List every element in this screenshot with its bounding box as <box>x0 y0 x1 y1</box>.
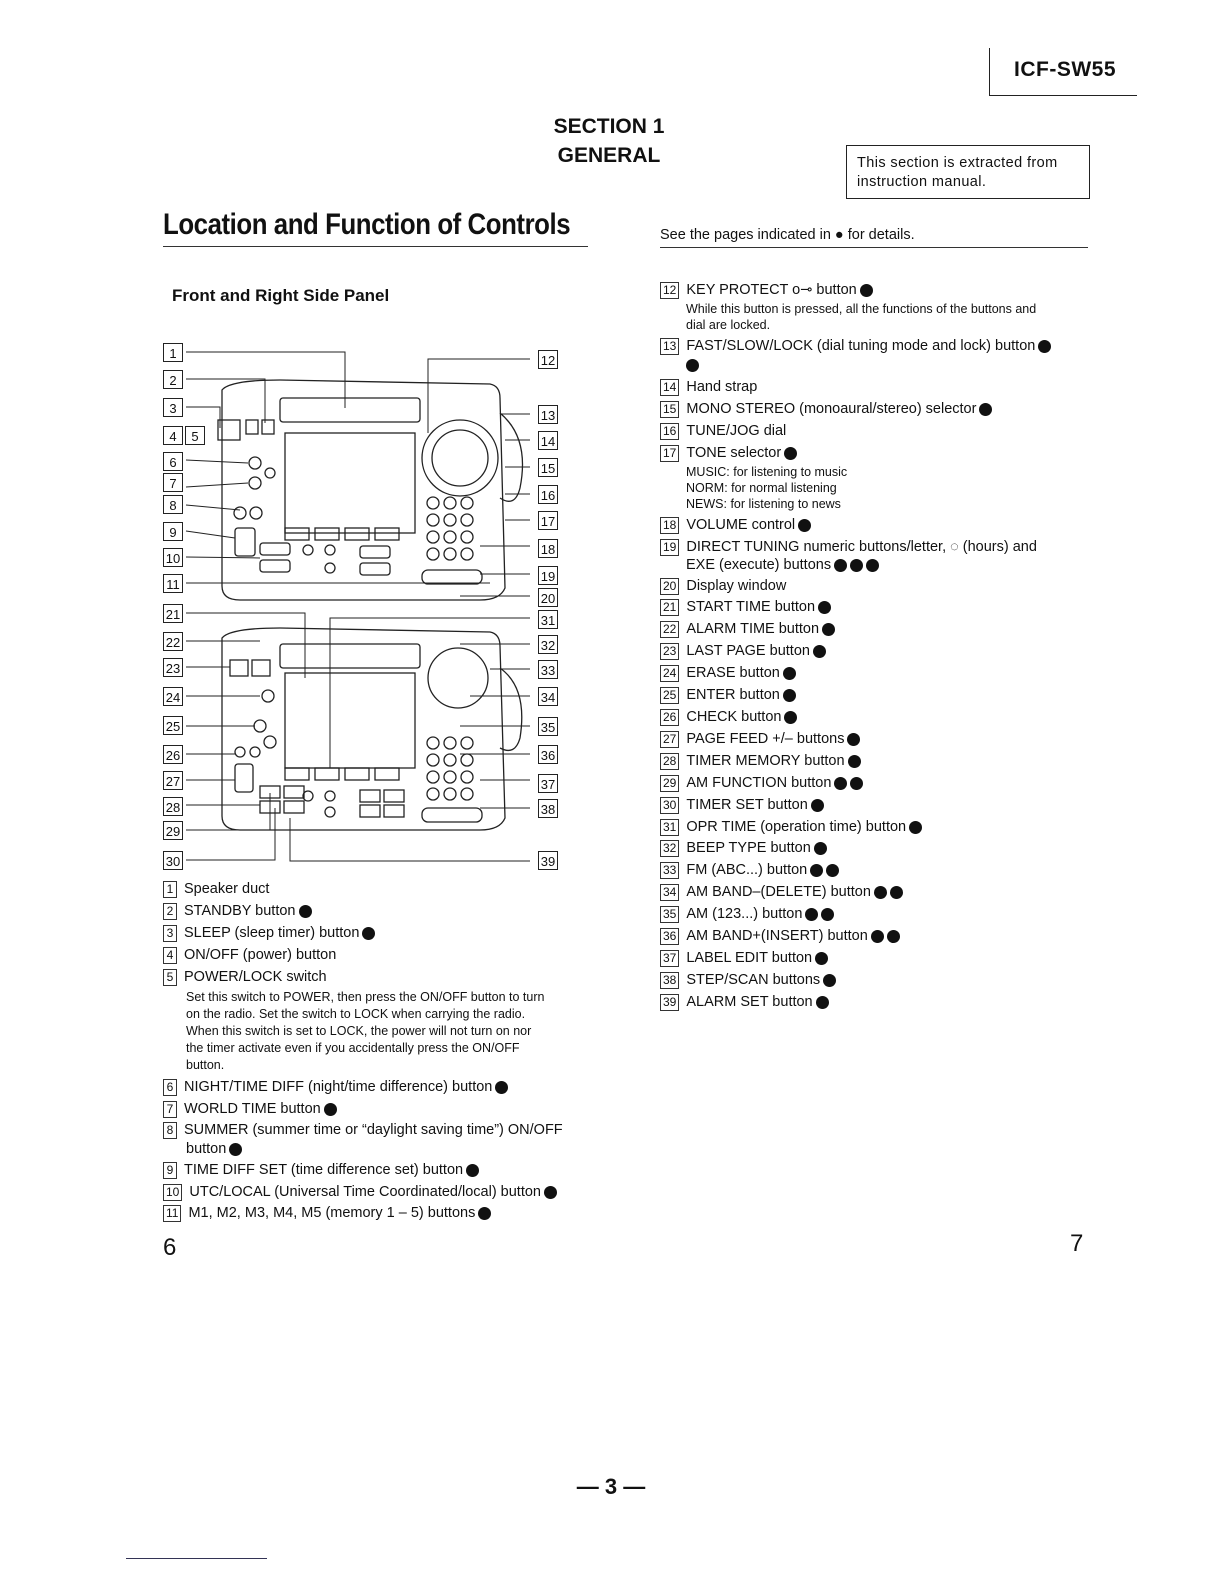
diagram-label: 25 <box>163 716 183 735</box>
list-item <box>660 663 796 683</box>
item-number: 5 <box>163 969 177 986</box>
diagram-label: 28 <box>163 797 183 816</box>
item-text: ALARM TIME button <box>686 621 820 637</box>
list-item <box>660 421 786 441</box>
diagram-label: 10 <box>163 548 183 567</box>
item-text: ON/OFF (power) button <box>184 947 337 963</box>
diagram-label: 12 <box>538 350 558 369</box>
list-item <box>660 443 797 463</box>
item-text: DIRECT TUNING numeric buttons/letter, ◌ (hours) and <box>686 539 1037 555</box>
item-number: 31 <box>660 819 679 836</box>
list-item <box>163 1203 491 1223</box>
page-ref-icon <box>822 623 835 636</box>
list-item <box>163 1099 337 1119</box>
item-number: 2 <box>163 903 177 920</box>
item-text: CHECK button <box>686 709 782 725</box>
diagram-label: 29 <box>163 821 183 840</box>
list-item <box>660 641 826 661</box>
item-text: FAST/SLOW/LOCK (dial tuning mode and lock) button <box>686 338 1036 354</box>
item-number: 35 <box>660 906 679 923</box>
diagram-label: 14 <box>538 431 558 450</box>
item-text: FM (ABC...) button <box>686 862 808 878</box>
item-number: 10 <box>163 1184 182 1201</box>
item-number: 20 <box>660 578 679 595</box>
diagram-label: 34 <box>538 687 558 706</box>
page-ref-icon <box>850 777 863 790</box>
page-title: Location and Function of Controls <box>163 208 571 241</box>
item-number: 21 <box>660 599 679 616</box>
list-item <box>660 751 861 771</box>
item-text: LABEL EDIT button <box>686 950 813 966</box>
diagram-label: 4 <box>163 426 183 445</box>
item-number: 8 <box>163 1122 177 1139</box>
diagram-label: 18 <box>538 539 558 558</box>
item-number: 19 <box>660 539 679 556</box>
page-ref-icon <box>813 645 826 658</box>
page-ref-icon <box>850 559 863 572</box>
item-number: 32 <box>660 840 679 857</box>
page-ref-icon <box>784 447 797 460</box>
list-item <box>163 1077 508 1097</box>
title-underline <box>163 246 588 247</box>
item-number: 33 <box>660 862 679 879</box>
item-text: M1, M2, M3, M4, M5 (memory 1 – 5) buttons <box>188 1205 476 1221</box>
list-item <box>660 597 831 617</box>
diagram-label: 20 <box>538 588 558 607</box>
item-text: TIME DIFF SET (time difference set) button <box>184 1162 464 1178</box>
radio-top-view <box>218 380 523 600</box>
item-number: 13 <box>660 338 679 355</box>
item-text: TIMER SET button <box>686 797 808 813</box>
list-item <box>660 537 1037 557</box>
page-ref-icon <box>229 1143 242 1156</box>
item-text: PAGE FEED +/– buttons <box>686 731 845 747</box>
diagram-label: 23 <box>163 658 183 677</box>
page-ref-icon <box>979 403 992 416</box>
list-item <box>163 945 336 965</box>
item-text: button <box>186 1141 227 1157</box>
page-ref-icon <box>816 996 829 1009</box>
item-description: NEWS: for listening to news <box>686 497 841 511</box>
item-description: on the radio. Set the switch to LOCK when carrying the radio. <box>186 1007 526 1021</box>
footer-rule <box>126 1558 267 1559</box>
list-item <box>660 377 757 397</box>
item-text: VOLUME control <box>686 517 796 533</box>
header-divider-horizontal <box>989 95 1137 96</box>
page-ref-icon <box>871 930 884 943</box>
item-text: UTC/LOCAL (Universal Time Coordinated/local) button <box>189 1184 541 1200</box>
section-number: SECTION 1 <box>553 115 665 138</box>
section-name: GENERAL <box>557 144 661 167</box>
page-ref-icon <box>818 601 831 614</box>
page-number-left: 6 <box>163 1234 177 1261</box>
diagram-label: 38 <box>538 799 558 818</box>
radio-front-panel-diagram <box>160 338 570 878</box>
item-text: MONO STEREO (monoaural/stereo) selector <box>686 401 977 417</box>
item-number: 14 <box>660 379 679 396</box>
list-item-continuation <box>186 1139 242 1159</box>
item-number: 12 <box>660 282 679 299</box>
item-text: STEP/SCAN buttons <box>686 972 821 988</box>
note-line-2: instruction manual. <box>857 174 987 190</box>
page-ref-icon <box>784 711 797 724</box>
item-text: START TIME button <box>686 599 816 615</box>
item-number: 38 <box>660 972 679 989</box>
page-ref-icon <box>299 905 312 918</box>
item-text: EXE (execute) buttons <box>686 557 832 573</box>
page-ref-icon <box>823 974 836 987</box>
item-description: dial are locked. <box>686 318 771 332</box>
item-description: button. <box>186 1058 225 1072</box>
list-item <box>660 336 1051 356</box>
list-item <box>660 576 786 596</box>
item-number: 24 <box>660 665 679 682</box>
item-text: Display window <box>686 578 787 594</box>
page-ref-icon <box>874 886 887 899</box>
list-item <box>163 1182 557 1202</box>
see-note-underline <box>660 247 1088 248</box>
diagram-label: 15 <box>538 458 558 477</box>
item-text: Hand strap <box>686 379 758 395</box>
item-number: 28 <box>660 753 679 770</box>
item-text: AM BAND–(DELETE) button <box>686 884 871 900</box>
page-ref-icon <box>866 559 879 572</box>
list-item <box>660 926 900 946</box>
item-text: WORLD TIME button <box>184 1101 321 1117</box>
item-number: 22 <box>660 621 679 638</box>
item-text: ALARM SET button <box>686 994 813 1010</box>
item-text: STANDBY button <box>184 903 296 919</box>
diagram-label: 21 <box>163 604 183 623</box>
section-heading <box>500 112 718 170</box>
item-description: NORM: for normal listening <box>686 481 837 495</box>
item-number: 23 <box>660 643 679 660</box>
item-number: 30 <box>660 797 679 814</box>
item-number: 6 <box>163 1079 177 1096</box>
item-text: AM BAND+(INSERT) button <box>686 928 868 944</box>
page-ref-icon <box>805 908 818 921</box>
page-number-center: — 3 — <box>576 1474 646 1499</box>
diagram-label: 3 <box>163 398 183 417</box>
item-text: ENTER button <box>686 687 780 703</box>
page-ref-icon <box>834 559 847 572</box>
list-item <box>660 817 922 837</box>
item-number: 17 <box>660 445 679 462</box>
diagram-label: 31 <box>538 610 558 629</box>
item-number: 3 <box>163 925 177 942</box>
list-item <box>163 1120 563 1140</box>
item-number: 18 <box>660 517 679 534</box>
page-ref-icon <box>826 864 839 877</box>
numeric-keypad-top <box>427 497 473 560</box>
page-ref-icon <box>821 908 834 921</box>
item-text: KEY PROTECT o⊸ button <box>686 282 857 298</box>
radio-bottom-view <box>222 628 522 830</box>
diagram-label: 5 <box>185 426 205 445</box>
list-item <box>660 860 839 880</box>
list-item <box>660 399 992 419</box>
page-ref-icon <box>887 930 900 943</box>
item-number: 29 <box>660 775 679 792</box>
item-text: TONE selector <box>686 445 782 461</box>
page-ref-icon <box>815 952 828 965</box>
list-item <box>163 1160 479 1180</box>
diagram-label: 22 <box>163 632 183 651</box>
item-text: POWER/LOCK switch <box>184 969 327 985</box>
item-number: 4 <box>163 947 177 964</box>
list-item <box>660 948 828 968</box>
list-item <box>660 707 797 727</box>
list-item <box>660 773 863 793</box>
diagram-label: 11 <box>163 574 183 593</box>
diagram-label: 9 <box>163 522 183 541</box>
page-ref-icon <box>798 519 811 532</box>
list-item <box>660 904 834 924</box>
item-number: 1 <box>163 881 177 898</box>
item-description: MUSIC: for listening to music <box>686 465 848 479</box>
panel-subtitle: Front and Right Side Panel <box>172 286 390 305</box>
list-item <box>660 729 860 749</box>
page-ref-icon <box>783 689 796 702</box>
page-ref-icon <box>810 864 823 877</box>
list-item-continuation <box>686 555 879 575</box>
page-ref-icon <box>324 1103 337 1116</box>
page-ref-dot <box>686 359 699 372</box>
diagram-label: 8 <box>163 495 183 514</box>
item-number: 16 <box>660 423 679 440</box>
item-text: OPR TIME (operation time) button <box>686 819 907 835</box>
item-number: 34 <box>660 884 679 901</box>
item-text: SUMMER (summer time or “daylight saving time”) ON/OFF <box>184 1122 563 1138</box>
item-text: AM (123...) button <box>686 906 803 922</box>
diagram-label: 17 <box>538 511 558 530</box>
item-number: 26 <box>660 709 679 726</box>
item-number: 39 <box>660 994 679 1011</box>
list-item <box>660 970 836 990</box>
list-item <box>163 901 312 921</box>
item-number: 9 <box>163 1162 177 1179</box>
leader-lines <box>186 352 530 861</box>
item-description: Set this switch to POWER, then press the ON/OFF button to turn <box>186 990 545 1004</box>
list-item <box>163 879 269 899</box>
item-description: the timer activate even if you accidentally press the ON/OFF <box>186 1041 520 1055</box>
item-number: 11 <box>163 1205 181 1222</box>
page-ref-icon <box>860 284 873 297</box>
extract-note-box <box>846 145 1090 199</box>
page-ref-icon <box>814 842 827 855</box>
item-text: AM FUNCTION button <box>686 775 832 791</box>
page-ref-icon <box>848 755 861 768</box>
page-ref-icon <box>686 357 699 375</box>
list-item <box>660 515 811 535</box>
model-number: ICF-SW55 <box>1014 58 1117 81</box>
list-item <box>163 923 375 943</box>
list-item <box>660 838 827 858</box>
diagram-label: 37 <box>538 774 558 793</box>
diagram-label: 6 <box>163 452 183 471</box>
diagram-label: 19 <box>538 566 558 585</box>
page-ref-icon <box>466 1164 479 1177</box>
diagram-label: 26 <box>163 745 183 764</box>
note-line-1: This section is extracted from <box>857 155 1058 171</box>
item-number: 37 <box>660 950 679 967</box>
page-ref-icon <box>811 799 824 812</box>
item-text: SLEEP (sleep timer) button <box>184 925 360 941</box>
item-description: When this switch is set to LOCK, the power will not turn on nor <box>186 1024 532 1038</box>
page-ref-icon <box>1038 340 1051 353</box>
page-ref-icon <box>783 667 796 680</box>
list-item <box>660 685 796 705</box>
page-ref-icon <box>890 886 903 899</box>
diagram-label: 2 <box>163 370 183 389</box>
list-item <box>660 882 903 902</box>
diagram-label: 1 <box>163 343 183 362</box>
item-number: 27 <box>660 731 679 748</box>
item-text: BEEP TYPE button <box>686 840 811 856</box>
diagram-label: 16 <box>538 485 558 504</box>
item-number: 7 <box>163 1101 177 1118</box>
item-text: TUNE/JOG dial <box>686 423 787 439</box>
diagram-label: 24 <box>163 687 183 706</box>
item-text: Speaker duct <box>184 881 270 897</box>
diagram-label: 27 <box>163 771 183 790</box>
diagram-label: 35 <box>538 717 558 736</box>
diagram-label: 33 <box>538 660 558 679</box>
item-text: NIGHT/TIME DIFF (night/time difference) button <box>184 1079 493 1095</box>
page-ref-icon <box>834 777 847 790</box>
item-text: LAST PAGE button <box>686 643 810 659</box>
see-pages-note: See the pages indicated in ● for details. <box>660 227 915 243</box>
header-divider-vertical <box>989 48 990 96</box>
list-item <box>660 619 835 639</box>
list-item <box>660 992 829 1012</box>
page-ref-icon <box>909 821 922 834</box>
item-number: 36 <box>660 928 679 945</box>
item-description: While this button is pressed, all the functions of the buttons and <box>686 302 1037 316</box>
diagram-label: 36 <box>538 745 558 764</box>
page-ref-icon <box>478 1207 491 1220</box>
page-ref-icon <box>495 1081 508 1094</box>
item-number: 15 <box>660 401 679 418</box>
page-ref-icon <box>847 733 860 746</box>
page-ref-icon <box>362 927 375 940</box>
diagram-label: 32 <box>538 635 558 654</box>
page-number-right: 7 <box>1070 1230 1084 1257</box>
list-item <box>163 967 327 987</box>
list-item <box>660 795 824 815</box>
item-number: 25 <box>660 687 679 704</box>
diagram-label: 7 <box>163 473 183 492</box>
page-ref-icon <box>544 1186 557 1199</box>
item-text: TIMER MEMORY button <box>686 753 845 769</box>
diagram-label: 30 <box>163 851 183 870</box>
list-item <box>660 280 873 300</box>
diagram-label: 39 <box>538 851 558 870</box>
diagram-label: 13 <box>538 405 558 424</box>
item-text: ERASE button <box>686 665 780 681</box>
